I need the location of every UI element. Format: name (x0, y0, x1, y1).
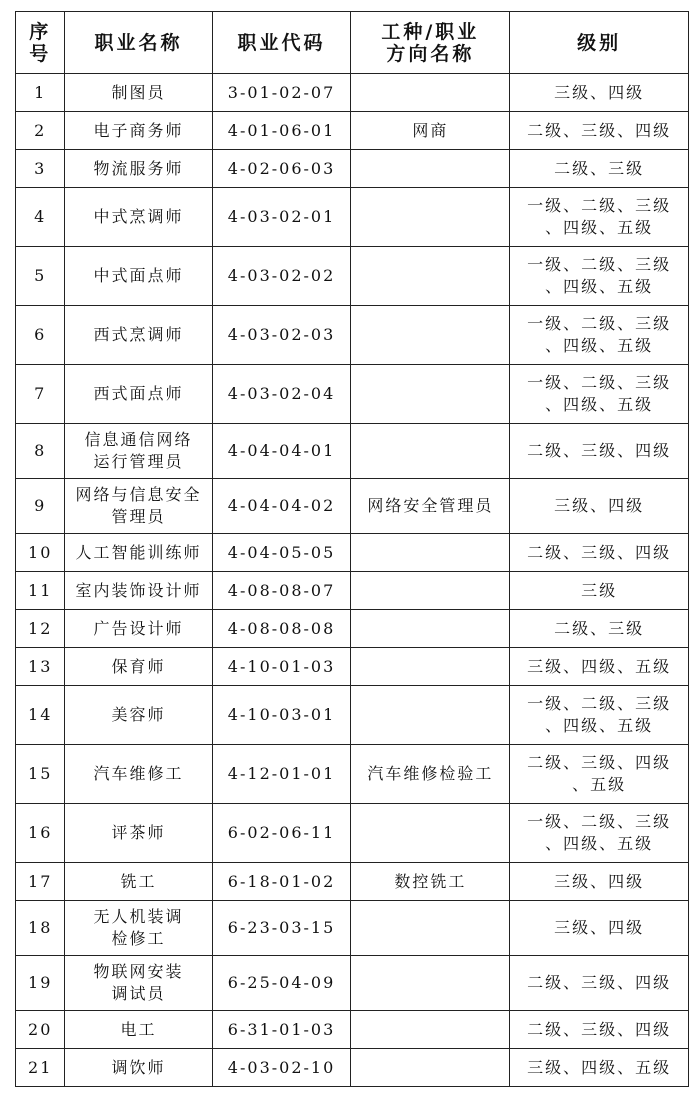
cell-work-type (351, 1049, 510, 1087)
header-row (16, 12, 689, 74)
cell-work-type: 网络安全管理员 (351, 479, 510, 534)
table-row (16, 306, 689, 365)
cell-occupation-code: 4-10-03-01 (212, 686, 351, 745)
cell-occupation-name: 无人机装调 检修工 (65, 901, 212, 956)
cell-work-type (351, 306, 510, 365)
cell-occupation-code: 4-10-01-03 (212, 648, 351, 686)
cell-serial-no: 21 (16, 1049, 65, 1087)
header-level: 级别 (510, 12, 689, 74)
cell-occupation-name: 美容师 (65, 686, 212, 745)
cell-level: 二级、三级、四级 (510, 1011, 689, 1049)
cell-occupation-name: 信息通信网络 运行管理员 (65, 424, 212, 479)
cell-occupation-code: 4-03-02-02 (212, 247, 351, 306)
cell-level: 三级、四级、五级 (510, 1049, 689, 1087)
cell-serial-no: 16 (16, 804, 65, 863)
cell-serial-no: 2 (16, 112, 65, 150)
cell-serial-no: 20 (16, 1011, 65, 1049)
cell-level: 一级、二级、三级 、四级、五级 (510, 365, 689, 424)
cell-occupation-name: 西式面点师 (65, 365, 212, 424)
header-occupation-code: 职业代码 (212, 12, 351, 74)
header-occupation-name: 职业名称 (65, 12, 212, 74)
cell-occupation-name: 中式面点师 (65, 247, 212, 306)
cell-work-type (351, 572, 510, 610)
table-row (16, 610, 689, 648)
cell-occupation-name: 中式烹调师 (65, 188, 212, 247)
cell-occupation-name: 物流服务师 (65, 150, 212, 188)
occupation-table (15, 11, 689, 1087)
cell-level: 二级、三级、四级 (510, 534, 689, 572)
cell-occupation-name: 广告设计师 (65, 610, 212, 648)
table-row (16, 901, 689, 956)
cell-serial-no: 19 (16, 956, 65, 1011)
cell-work-type: 数控铣工 (351, 863, 510, 901)
cell-occupation-code: 4-03-02-04 (212, 365, 351, 424)
table-row (16, 112, 689, 150)
cell-work-type (351, 247, 510, 306)
table-row (16, 247, 689, 306)
cell-occupation-code: 4-01-06-01 (212, 112, 351, 150)
table-row (16, 804, 689, 863)
cell-occupation-name: 电子商务师 (65, 112, 212, 150)
cell-work-type: 网商 (351, 112, 510, 150)
table-row (16, 424, 689, 479)
cell-serial-no: 9 (16, 479, 65, 534)
table-row (16, 1049, 689, 1087)
table-header (16, 12, 689, 74)
cell-level: 二级、三级、四级 、五级 (510, 745, 689, 804)
cell-work-type (351, 610, 510, 648)
cell-work-type: 汽车维修检验工 (351, 745, 510, 804)
cell-serial-no: 13 (16, 648, 65, 686)
cell-occupation-code: 4-08-08-08 (212, 610, 351, 648)
cell-serial-no: 5 (16, 247, 65, 306)
cell-work-type (351, 901, 510, 956)
cell-serial-no: 7 (16, 365, 65, 424)
header-serial-no: 序号 (16, 12, 65, 74)
cell-work-type (351, 74, 510, 112)
cell-occupation-name: 制图员 (65, 74, 212, 112)
cell-serial-no: 15 (16, 745, 65, 804)
cell-occupation-name: 电工 (65, 1011, 212, 1049)
cell-level: 二级、三级 (510, 150, 689, 188)
table-body (16, 74, 689, 1087)
cell-level: 一级、二级、三级 、四级、五级 (510, 247, 689, 306)
cell-level: 三级、四级 (510, 74, 689, 112)
cell-work-type (351, 365, 510, 424)
cell-serial-no: 10 (16, 534, 65, 572)
cell-occupation-name: 保育师 (65, 648, 212, 686)
cell-occupation-name: 评茶师 (65, 804, 212, 863)
cell-occupation-name: 物联网安装 调试员 (65, 956, 212, 1011)
cell-occupation-code: 4-04-05-05 (212, 534, 351, 572)
table-row (16, 74, 689, 112)
cell-occupation-name: 网络与信息安全 管理员 (65, 479, 212, 534)
cell-serial-no: 14 (16, 686, 65, 745)
cell-level: 一级、二级、三级 、四级、五级 (510, 306, 689, 365)
table-row (16, 534, 689, 572)
cell-level: 三级、四级 (510, 901, 689, 956)
cell-serial-no: 6 (16, 306, 65, 365)
cell-occupation-code: 4-02-06-03 (212, 150, 351, 188)
cell-level: 一级、二级、三级 、四级、五级 (510, 686, 689, 745)
table-row (16, 745, 689, 804)
cell-serial-no: 1 (16, 74, 65, 112)
cell-occupation-code: 4-03-02-01 (212, 188, 351, 247)
cell-occupation-name: 西式烹调师 (65, 306, 212, 365)
cell-occupation-code: 6-23-03-15 (212, 901, 351, 956)
table-row (16, 686, 689, 745)
cell-level: 三级、四级、五级 (510, 648, 689, 686)
table-row (16, 188, 689, 247)
cell-level: 三级 (510, 572, 689, 610)
cell-serial-no: 18 (16, 901, 65, 956)
cell-occupation-name: 人工智能训练师 (65, 534, 212, 572)
cell-level: 二级、三级、四级 (510, 424, 689, 479)
cell-occupation-code: 4-12-01-01 (212, 745, 351, 804)
table-row (16, 1011, 689, 1049)
table-row (16, 956, 689, 1011)
table-row (16, 572, 689, 610)
cell-occupation-code: 4-03-02-03 (212, 306, 351, 365)
cell-occupation-name: 汽车维修工 (65, 745, 212, 804)
cell-level: 三级、四级 (510, 863, 689, 901)
cell-work-type (351, 534, 510, 572)
cell-level: 一级、二级、三级 、四级、五级 (510, 188, 689, 247)
table-row (16, 150, 689, 188)
cell-level: 二级、三级、四级 (510, 956, 689, 1011)
cell-work-type (351, 188, 510, 247)
cell-occupation-code: 4-08-08-07 (212, 572, 351, 610)
cell-occupation-name: 铣工 (65, 863, 212, 901)
table-row (16, 365, 689, 424)
cell-occupation-name: 室内装饰设计师 (65, 572, 212, 610)
cell-occupation-code: 4-04-04-01 (212, 424, 351, 479)
cell-serial-no: 3 (16, 150, 65, 188)
cell-occupation-code: 6-31-01-03 (212, 1011, 351, 1049)
table-row (16, 479, 689, 534)
cell-occupation-code: 6-02-06-11 (212, 804, 351, 863)
cell-occupation-code: 6-18-01-02 (212, 863, 351, 901)
cell-work-type (351, 686, 510, 745)
cell-serial-no: 11 (16, 572, 65, 610)
cell-work-type (351, 424, 510, 479)
cell-level: 一级、二级、三级 、四级、五级 (510, 804, 689, 863)
cell-work-type (351, 150, 510, 188)
table-row (16, 863, 689, 901)
cell-level: 三级、四级 (510, 479, 689, 534)
cell-serial-no: 8 (16, 424, 65, 479)
cell-occupation-code: 3-01-02-07 (212, 74, 351, 112)
cell-occupation-name: 调饮师 (65, 1049, 212, 1087)
cell-occupation-code: 4-04-04-02 (212, 479, 351, 534)
cell-occupation-code: 6-25-04-09 (212, 956, 351, 1011)
cell-work-type (351, 804, 510, 863)
table-row (16, 648, 689, 686)
cell-work-type (351, 648, 510, 686)
cell-serial-no: 4 (16, 188, 65, 247)
cell-level: 二级、三级、四级 (510, 112, 689, 150)
header-work-type: 工种/职业 方向名称 (351, 12, 510, 74)
cell-serial-no: 17 (16, 863, 65, 901)
cell-level: 二级、三级 (510, 610, 689, 648)
cell-occupation-code: 4-03-02-10 (212, 1049, 351, 1087)
cell-serial-no: 12 (16, 610, 65, 648)
cell-work-type (351, 956, 510, 1011)
cell-work-type (351, 1011, 510, 1049)
